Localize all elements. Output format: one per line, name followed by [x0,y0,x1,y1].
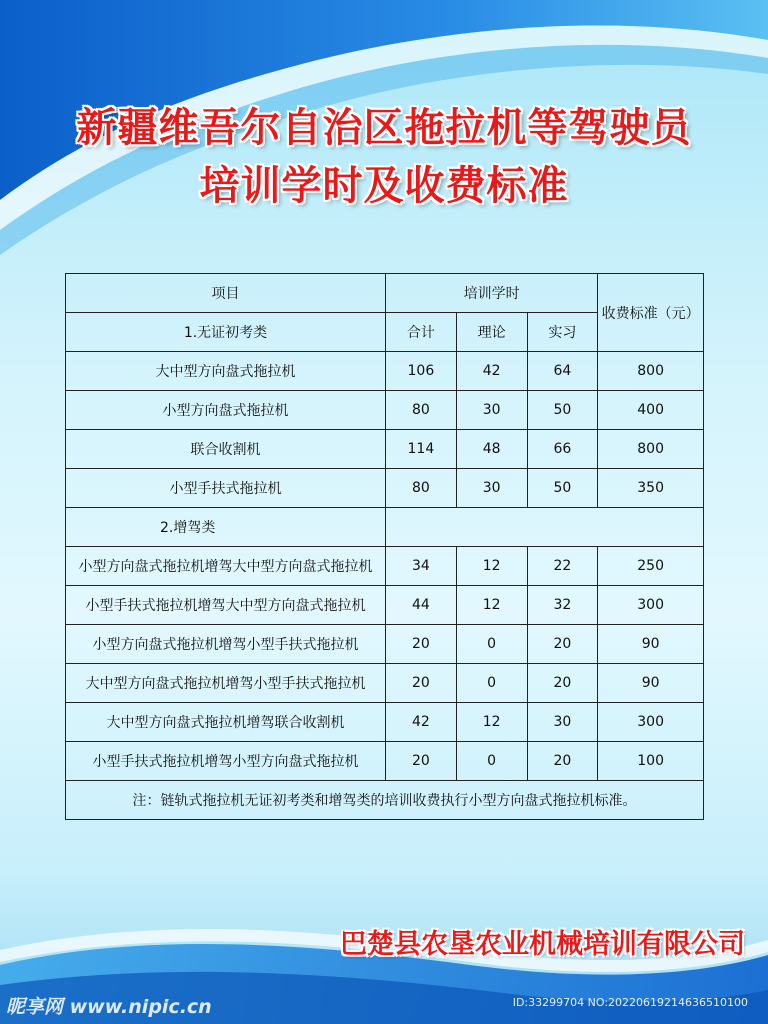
row-theory: 42 [456,352,527,391]
row-total: 80 [385,391,456,430]
row-fee: 300 [598,703,704,742]
row-fee: 350 [598,469,704,508]
row-total: 20 [385,664,456,703]
table-row [66,664,704,703]
row-name: 联合收割机 [66,430,386,469]
row-practice: 20 [527,742,598,781]
row-name: 小型手扶式拖拉机增驾小型方向盘式拖拉机 [66,742,386,781]
row-fee: 250 [598,547,704,586]
row-practice: 32 [527,586,598,625]
row-name: 大中型方向盘式拖拉机增驾小型手扶式拖拉机 [66,664,386,703]
table-row [66,547,704,586]
table-row [66,352,704,391]
row-theory: 0 [456,742,527,781]
table-row [66,586,704,625]
page-title-line-1: 新疆维吾尔自治区拖拉机等驾驶员 [76,104,692,151]
table-row [66,625,704,664]
table-row [66,469,704,508]
row-practice: 66 [527,430,598,469]
company-name: 巴楚县农垦农业机械培训有限公司 [340,929,745,960]
table-row [66,391,704,430]
row-name: 小型方向盘式拖拉机 [66,391,386,430]
row-total: 44 [385,586,456,625]
row-fee: 400 [598,391,704,430]
row-theory: 0 [456,664,527,703]
row-total: 20 [385,625,456,664]
row-theory: 48 [456,430,527,469]
row-practice: 20 [527,625,598,664]
row-practice: 30 [527,703,598,742]
row-practice: 20 [527,664,598,703]
table-row [66,430,704,469]
watermark-id: ID:33299704 NO:20220619214636510100 [512,996,748,1009]
row-total: 106 [385,352,456,391]
row-fee: 90 [598,664,704,703]
row-fee: 300 [598,586,704,625]
fee-table [65,273,704,820]
table-header-row [66,274,704,313]
row-name: 小型手扶式拖拉机增驾大中型方向盘式拖拉机 [66,586,386,625]
row-theory: 30 [456,469,527,508]
header-item: 项目 [66,274,386,313]
section-2-row [66,508,704,547]
row-total: 80 [385,469,456,508]
row-name: 小型方向盘式拖拉机增驾小型手扶式拖拉机 [66,625,386,664]
row-total: 20 [385,742,456,781]
row-theory: 12 [456,586,527,625]
section-2-empty [385,508,703,547]
section-2-label: 2.增驾类 [66,508,386,547]
row-theory: 0 [456,625,527,664]
table-row [66,703,704,742]
section-1-label: 1.无证初考类 [66,313,386,352]
row-practice: 50 [527,391,598,430]
row-theory: 30 [456,391,527,430]
row-total: 42 [385,703,456,742]
row-practice: 50 [527,469,598,508]
row-practice: 22 [527,547,598,586]
row-theory: 12 [456,703,527,742]
row-name: 大中型方向盘式拖拉机 [66,352,386,391]
header-practice: 实习 [527,313,598,352]
row-fee: 90 [598,625,704,664]
row-practice: 64 [527,352,598,391]
header-fee: 收费标准（元） [598,274,704,352]
row-name: 小型方向盘式拖拉机增驾大中型方向盘式拖拉机 [66,547,386,586]
header-total: 合计 [385,313,456,352]
row-total: 114 [385,430,456,469]
page-title-line-2: 培训学时及收费标准 [199,162,569,209]
table-row [66,742,704,781]
table-note: 注：链轨式拖拉机无证初考类和增驾类的培训收费执行小型方向盘式拖拉机标准。 [66,781,704,820]
row-fee: 800 [598,352,704,391]
note-row [66,781,704,820]
row-theory: 12 [456,547,527,586]
header-theory: 理论 [456,313,527,352]
header-hours: 培训学时 [385,274,597,313]
row-total: 34 [385,547,456,586]
row-fee: 800 [598,430,704,469]
watermark-logo: 昵享网 www.nipic.cn [6,996,212,1018]
row-name: 小型手扶式拖拉机 [66,469,386,508]
row-fee: 100 [598,742,704,781]
row-name: 大中型方向盘式拖拉机增驾联合收割机 [66,703,386,742]
